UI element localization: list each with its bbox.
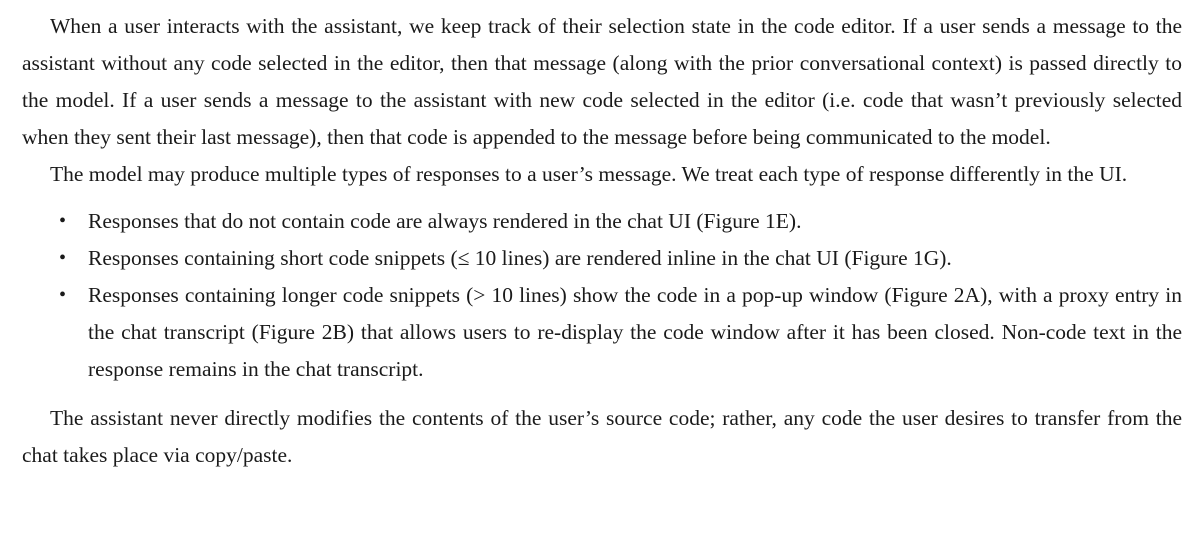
response-types-list [22, 203, 1182, 388]
bullet-icon: • [59, 247, 67, 269]
paragraph-copy-paste: The assistant never directly modifies the contents of the user’s source code; rather, any code the user desires to transfer from the chat takes place via copy/paste. [22, 406, 1182, 467]
list-item [59, 240, 1182, 277]
bullet-icon: • [59, 210, 67, 232]
bullet-icon: • [59, 284, 67, 306]
list-item-text: Responses containing short code snippets (≤ 10 lines) are rendered inline in the chat UI (Figure 1G). [88, 246, 952, 270]
list-item [59, 203, 1182, 240]
document-body [22, 8, 1182, 474]
paragraph-selection-state: When a user interacts with the assistant, we keep track of their selection state in the code editor. If a user sends a message to the assistant without any code selected in the editor, then that message (along with the prior conversational context) is passed directly to the model. If a user sends a message to the assistant with new code selected in the editor (i.e. code that wasn’t previously selected when they sent their last message), then that code is appended to the message before being communicated to the model. [22, 14, 1182, 149]
paragraph-response-types: The model may produce multiple types of responses to a user’s message. We treat each type of response differently in the UI. [50, 162, 1128, 186]
list-item [59, 277, 1182, 388]
list-item-text: Responses containing longer code snippets (> 10 lines) show the code in a pop-up window (Figure 2A), with a proxy entry in the chat transcript (Figure 2B) that allows users to re-display the code window after it has been closed. Non-code text in the response remains in the chat transcript. [88, 283, 1182, 381]
list-item-text: Responses that do not contain code are always rendered in the chat UI (Figure 1E). [88, 209, 802, 233]
